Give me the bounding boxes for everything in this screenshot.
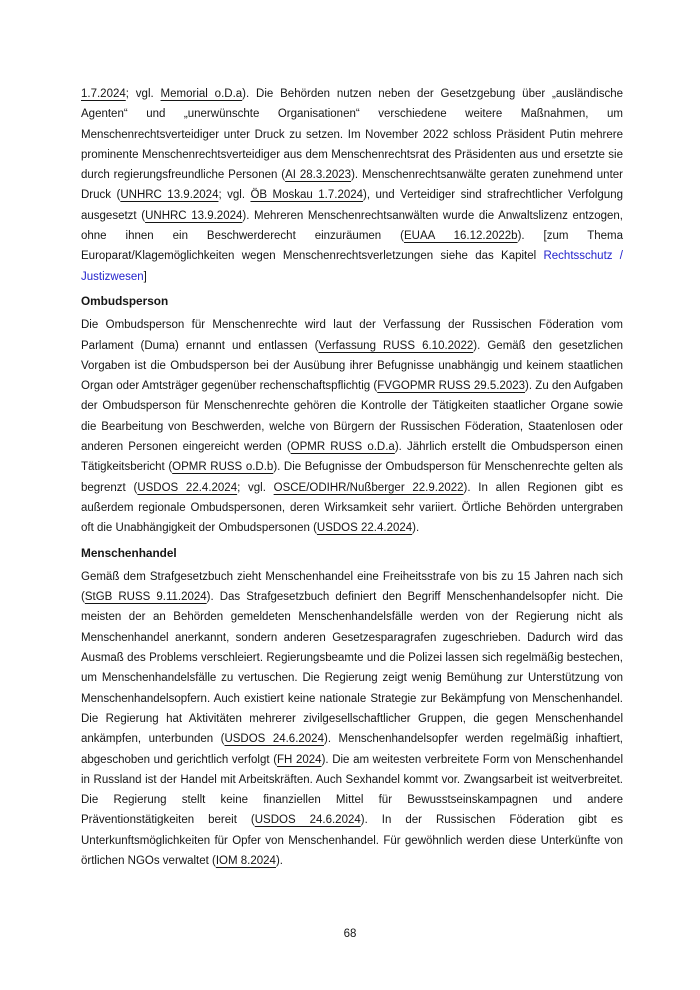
text-run: ; vgl. bbox=[218, 189, 251, 202]
text-run: ; vgl. bbox=[125, 88, 161, 100]
text-run: ). Mehreren Menschenrechtsanwälten wurde die Anwaltslizenz entzogen, ohne ihnen ein Beschwerderecht einzuräumen ( bbox=[81, 209, 623, 243]
paragraph bbox=[81, 315, 623, 538]
citation-link[interactable]: FH 2024 bbox=[277, 753, 322, 766]
text-run: ). Die Behörden nutzen neben der Gesetzgebung über „ausländische Agenten“ und „unerwünschte Organisationen“ verschiedene weitere Maßnahmen, um Menschenrechtsverteidiger unter Druck zu setzen. Im November 2022 schloss Präsident Putin mehrere prominente Menschenrechtsverteidiger aus dem Menschenrechtsrat des Präsidenten aus und ersetzte sie durch regierungsfreundliche Personen ( bbox=[81, 88, 623, 182]
citation-link[interactable]: OSCE/ODIHR/Nußberger 22.9.2022 bbox=[273, 481, 464, 494]
section-heading: Menschenhandel bbox=[81, 545, 177, 560]
text-run: ). Zu den Aufgaben der Ombudsperson für Menschenrechte gehören die Kontrolle der Tätigkeiten staatlicher Organe sowie die Bearbeitung von Beschwerden, welche von Bürgern der Russischen Föderation, Staatenlosen oder anderen Personen eingereicht werden ( bbox=[81, 380, 624, 454]
text-run: Die Ombudsperson für Menschenrechte wird laut der Verfassung der Russischen Föderation vom Parlament (Duma) ernannt und entlassen ( bbox=[81, 319, 623, 352]
section-heading: Ombudsperson bbox=[81, 293, 169, 308]
text-run: Gemäß dem Strafgesetzbuch zieht Menschenhandel eine Freiheitsstrafe von bis zu 15 Jahren nach sich ( bbox=[81, 570, 623, 604]
text-run: ). Gemäß den gesetzlichen Vorgaben ist die Ombudsperson bei der Ausübung ihrer Befugnisse unabhängig und keinem staatlichen Organ oder Amtsträger gegenüber rechenschaftspflichtig ( bbox=[81, 339, 623, 393]
text-run: ), und Verteidiger sind strafrechtlicher Verfolgung ausgesetzt ( bbox=[81, 189, 623, 222]
citation-link[interactable]: 1.7.2024 bbox=[81, 88, 126, 100]
text-run: ). Die Befugnisse der Ombudsperson für Menschenrechte gelten als begrenzt ( bbox=[81, 461, 623, 494]
citation-link[interactable]: USDOS 24.6.2024 bbox=[254, 814, 361, 827]
citation-link[interactable]: Memorial o.D.a bbox=[160, 88, 243, 100]
text-run: ). Die am weitesten verbreitete Form von Menschenhandel in Russland ist der Handel mit Arbeitskräften. Auch Sexhandel kommt vor. Zwangsarbeit ist weitverbreitet. Die Regierung stellt keine finanziellen Mittel für Bewusstseinskampagnen und andere Präventionstätigkeiten bereit ( bbox=[81, 753, 623, 827]
text-run: ). Menschenhandelsopfer werden regelmäßig inhaftiert, abgeschoben und gerichtlich verfolgt ( bbox=[81, 733, 623, 766]
chapter-link[interactable]: Rechtsschutz / Justizwesen bbox=[81, 250, 623, 283]
page-content bbox=[81, 84, 623, 875]
citation-link[interactable]: UNHRC 13.9.2024 bbox=[145, 209, 243, 222]
citation-link[interactable]: USDOS 22.4.2024 bbox=[137, 481, 238, 494]
citation-link[interactable]: AI 28.3.2023 bbox=[285, 169, 352, 182]
citation-link[interactable]: USDOS 24.6.2024 bbox=[224, 733, 324, 746]
text-run: ). bbox=[412, 522, 420, 535]
page-number: 68 bbox=[343, 928, 357, 940]
paragraph bbox=[81, 567, 623, 871]
citation-link[interactable]: EUAA 16.12.2022b bbox=[403, 230, 518, 243]
citation-link[interactable]: USDOS 22.4.2024 bbox=[316, 522, 413, 535]
citation-link[interactable]: OPMR RUSS o.D.b bbox=[172, 461, 274, 474]
text-run: ). [zum Thema Europarat/Klagemöglichkeiten wegen Menschenrechtsverletzungen siehe das Kapitel bbox=[81, 230, 623, 263]
citation-link[interactable]: UNHRC 13.9.2024 bbox=[120, 189, 219, 202]
citation-link[interactable]: IOM 8.2024 bbox=[215, 854, 276, 867]
text-run: ). Das Strafgesetzbuch definiert den Begriff Menschenhandelsopfer nicht. Die meisten der an Behörden gemeldeten Menschenhandelsfälle werden von der Regierung nicht als Menschenhandel anerkannt, sondern anderen Gesetzesparagrafen zugeschrieben. Dadurch wird das Ausmaß des Problems verschleiert. Regierungsbeamte und die Polizei lassen sich regelmäßig bestechen, um Menschenhandelsfälle zu vertuschen. Die Regierung zeigt wenig Bemühung zur Unterstützung von Menschenhandelsopfern. Auch existiert keine nationale Strategie zur Bekämpfung von Menschenhandel. Die Regierung hat Aktivitäten mehrerer zivilgesellschaftlicher Gruppen, die gegen Menschenhandel ankämpfen, unterbunden ( bbox=[81, 591, 623, 746]
text-run: ; vgl. bbox=[237, 481, 274, 494]
citation-link[interactable]: OPMR RUSS o.D.a bbox=[290, 441, 395, 454]
text-run: ). bbox=[275, 854, 283, 867]
citation-link[interactable]: ÖB Moskau 1.7.2024 bbox=[250, 189, 364, 202]
paragraph bbox=[81, 84, 623, 287]
text-run: ] bbox=[143, 270, 147, 283]
text-run: ). In allen Regionen gibt es außerdem regionale Ombudspersonen, deren Wirksamkeit sehr variiert. Örtliche Behörden untergraben oft die Unabhängigkeit der Ombudspersonen ( bbox=[81, 481, 623, 535]
citation-link[interactable]: FVGOPMR RUSS 29.5.2023 bbox=[377, 380, 526, 393]
citation-link[interactable]: Verfassung RUSS 6.10.2022 bbox=[318, 339, 474, 352]
text-run: ). Jährlich erstellt die Ombudsperson einen Tätigkeitsbericht ( bbox=[81, 441, 623, 474]
text-run: ). Menschenrechtsanwälte geraten zunehmend unter Druck ( bbox=[81, 169, 623, 202]
text-run: ). In der Russischen Föderation gibt es Unterkunftsmöglichkeiten für Opfer von Menschenhandel. Für gewöhnlich werden diese Unterkünfte von örtlichen NGOs verwaltet ( bbox=[81, 814, 623, 867]
citation-link[interactable]: StGB RUSS 9.11.2024 bbox=[84, 591, 207, 604]
